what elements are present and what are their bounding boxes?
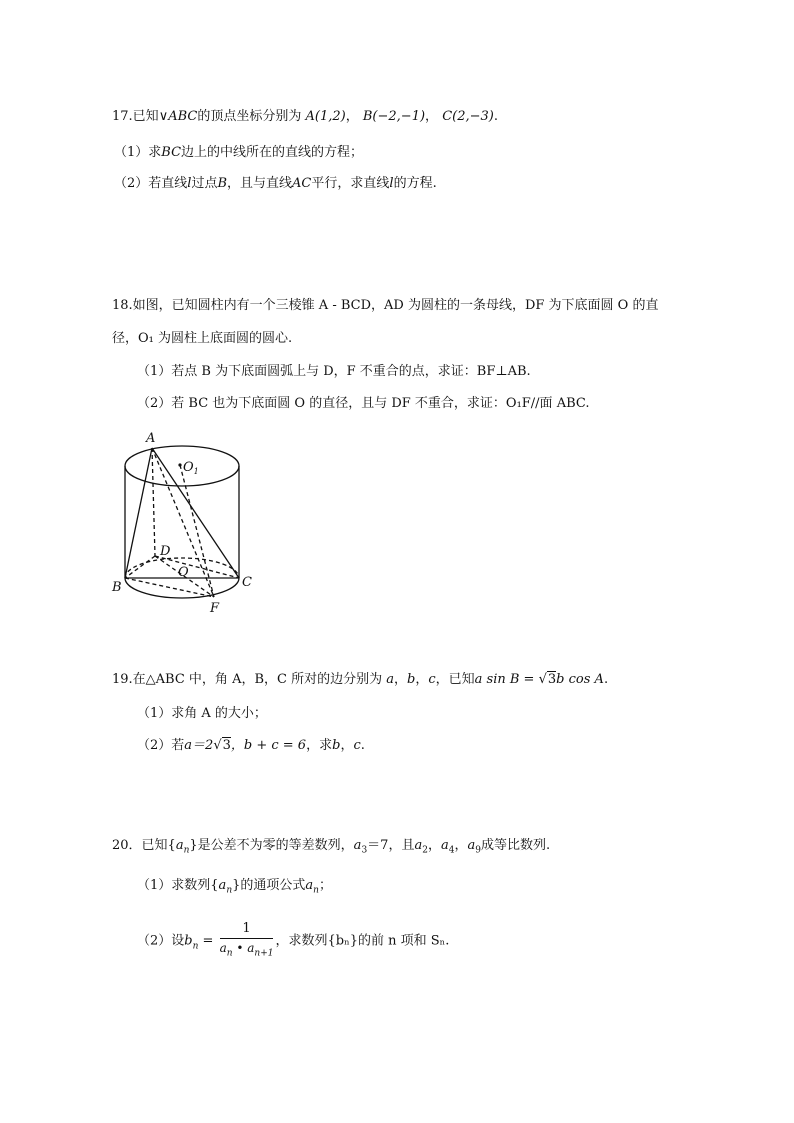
fraction: $\frac{1}{a_n • a_{n+1}}$: [219, 921, 274, 959]
edge-AD: [152, 448, 155, 556]
edge-BF: [125, 578, 214, 597]
problem-17-part-2: （2）若直线l过点B，且与直线AC平行，求直线l的方程.: [114, 176, 437, 191]
problem-17-part-1: （1）求BC边上的中线所在的直线的方程；: [114, 145, 364, 160]
label-O1: $O_1$: [183, 460, 199, 476]
problem-19-statement: 19.在△ABC 中，角 A，B，C 所对的边分别为 a，b，c，已知a sin B = √3b cos A.: [112, 672, 609, 687]
problem-18-statement-line-1: 18.如图，已知圆柱内有一个三棱锥 A - BCD，AD 为圆柱的一条母线，DF 为下底面圆 O 的直: [112, 298, 659, 313]
label-F: F: [210, 601, 220, 616]
label-B: B: [112, 580, 122, 595]
label-O: O: [178, 565, 189, 580]
problem-19-part-2: （2）若a＝2√3，b + c = 6，求b，c.: [137, 738, 365, 753]
problem-20-statement: 20．已知$\{a_n\}$是公差不为零的等差数列，$a_3=7$，且$a_2$，$a_4$，$a_9$成等比数列.: [112, 838, 551, 856]
problem-20-part-1: （1）求数列$\{a_n\}$的通项公式$a_n$；: [137, 878, 332, 896]
top-ellipse: [125, 446, 239, 486]
label-A: A: [146, 431, 156, 446]
edge-AB: [125, 448, 152, 578]
problem-19-part-1: （1）求角 A 的大小；: [137, 706, 267, 721]
cylinder-pyramid-figure: [110, 428, 260, 618]
problem-18-part-2: （2）若 BC 也为下底面圆 O 的直径，且与 DF 不重合，求证：O₁F//面 ABC.: [137, 396, 590, 411]
point-O1: [178, 463, 181, 466]
problem-18-statement-line-2: 径，O₁ 为圆柱上底面圆的圆心.: [112, 331, 293, 346]
problem-20-part-2: （2）设$b_n$ = $\frac{1}{a_n • a_{n+1}}$ ，求数列{bₙ}的前 n 项和 Sₙ.: [137, 920, 449, 962]
label-D: D: [160, 544, 171, 559]
problem-18-part-1: （1）若点 B 为下底面圆弧上与 D，F 不重合的点，求证：BF⊥AB.: [137, 364, 531, 379]
label-C: C: [242, 575, 252, 590]
problem-17-statement: 17.已知∨ABC的顶点坐标分别为 A(1,2)， B(−2,−1)， C(2,−3).: [112, 109, 498, 124]
